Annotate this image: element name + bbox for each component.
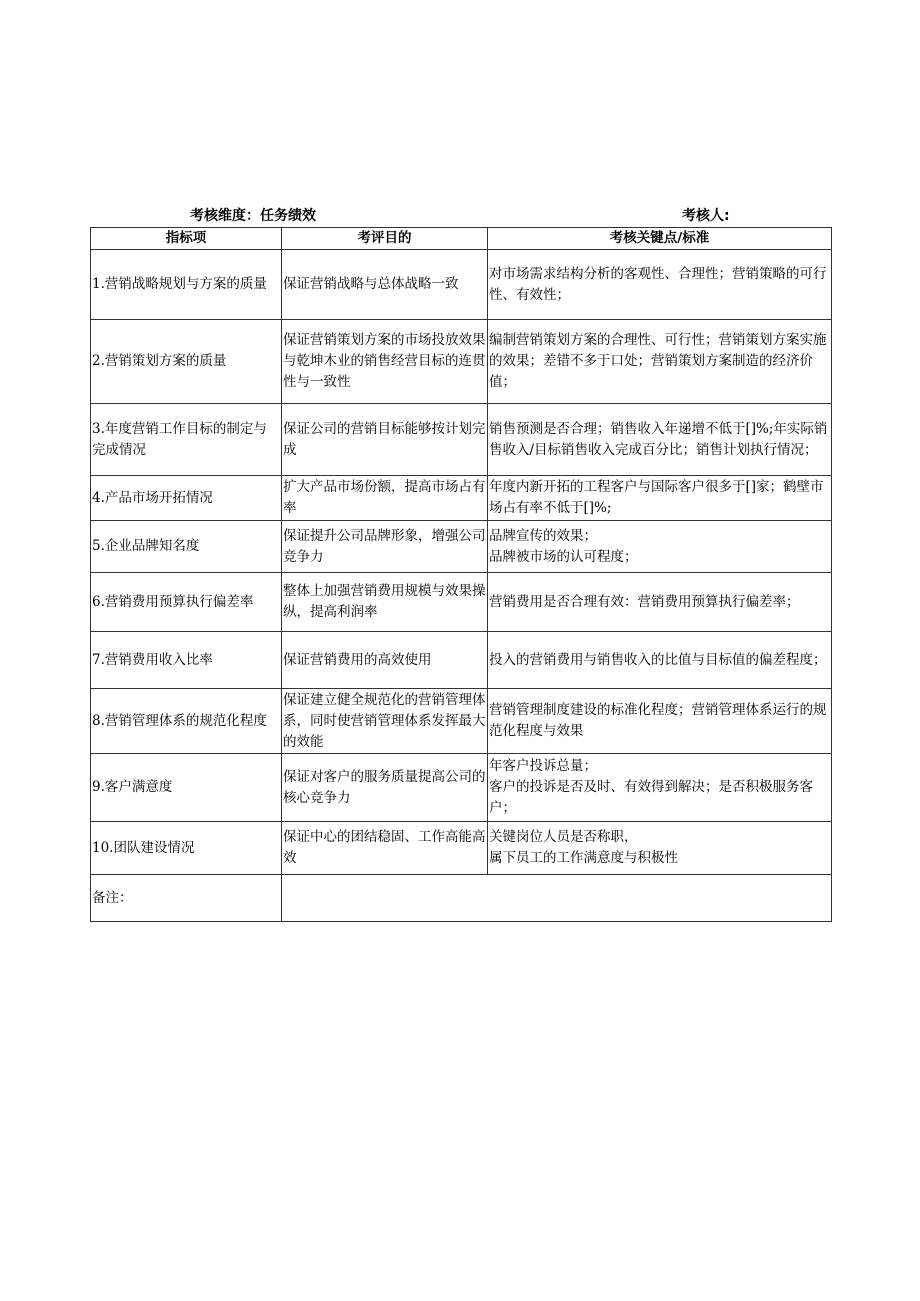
table-row [91,822,832,875]
purpose-cell: 保证提升公司品牌形象，增强公司竞争力 [282,521,488,573]
standard-cell [488,822,832,875]
standard-line: 营销费用是否合理有效：营销费用预算执行偏差率； [489,593,800,610]
standard-cell [488,521,832,573]
column-header-indicator: 指标项 [91,228,282,250]
assessor-label: 考核人: [682,208,730,224]
standard-cell [488,689,832,754]
table-row [91,320,832,404]
standard-line: 品牌宣传的效果； [489,527,597,544]
standard-cell [488,573,832,632]
indicator-cell: 5.企业品牌知名度 [91,521,282,573]
remarks-label: 备注： [91,875,282,922]
standard-line: 关键岗位人员是否称职， [489,829,638,845]
standard-line: 编制营销策划方案的合理性、可行性；营销策划方案实施的效果；差错不多于口处；营销策划方案制造的经济价值； [489,332,827,390]
indicator-cell: 3.年度营销工作目标的制定与完成情况 [91,404,282,476]
purpose-cell: 保证营销策划方案的市场投放效果与乾坤木业的销售经营目标的连贯性与一致性 [282,320,488,404]
column-header-purpose: 考评目的 [282,228,488,250]
standard-line: 销售预测是否合理；销售收入年递增不低于[]%;年实际销售收入/目标销售收入完成百分比；销售计划执行情况； [489,420,828,458]
purpose-cell: 保证建立健全规范化的营销管理体系，同时使营销管理体系发挥最大的效能 [282,689,488,754]
indicator-cell: 4.产品市场开拓情况 [91,476,282,521]
standard-line: 投入的营销费用与销售收入的比值与目标值的偏差程度； [489,651,827,668]
column-header-standard: 考核关键点/标准 [488,228,832,250]
purpose-cell: 保证对客户的服务质量提高公司的核心竞争力 [282,754,488,822]
standard-line: 年客户投诉总量； [489,758,597,774]
table-row [91,250,832,320]
table-head-row [91,228,832,250]
indicator-cell: 1.营销战略规划与方案的质量 [91,250,282,320]
table-row [91,754,832,822]
indicator-cell: 9.客户满意度 [91,754,282,822]
indicator-cell: 6.营销费用预算执行偏差率 [91,573,282,632]
standard-line: 营销管理制度建设的标准化程度；营销管理体系运行的规范化程度与效果 [489,702,827,739]
indicator-cell: 7.营销费用收入比率 [91,632,282,689]
assessment-table [90,227,832,922]
indicator-cell: 2.营销策划方案的质量 [91,320,282,404]
remarks-field[interactable] [282,875,832,922]
remarks-row [91,875,832,922]
assessment-dimension: 考核维度：任务绩效 [190,208,316,224]
purpose-cell: 保证营销费用的高效使用 [282,632,488,689]
standard-cell [488,632,832,689]
table-row [91,521,832,573]
standard-cell [488,250,832,320]
table-row [91,573,832,632]
purpose-cell: 保证公司的营销目标能够按计划完成 [282,404,488,476]
table-row [91,632,832,689]
standard-line: 对市场需求结构分析的客观性、合理性；营销策略的可行性、有效性； [489,265,827,303]
standard-cell [488,754,832,822]
table-row [91,689,832,754]
purpose-cell: 保证营销战略与总体战略一致 [282,250,488,320]
standard-cell [488,476,832,521]
table-row [91,476,832,521]
purpose-cell: 整体上加强营销费用规模与效果操纵，提高利润率 [282,573,488,632]
standard-line: 年度内新开拓的工程客户与国际客户很多于[]家；鹤壁市场占有率不低于[]%; [489,479,824,516]
table-row [91,404,832,476]
standard-cell [488,404,832,476]
standard-cell [488,320,832,404]
standard-line: 属下员工的工作满意度与积极性 [489,850,678,866]
standard-line: 品牌被市场的认可程度； [489,548,638,565]
indicator-cell: 10.团队建设情况 [91,822,282,875]
purpose-cell: 保证中心的团结稳固、工作高能高效 [282,822,488,875]
table-header [90,205,830,225]
purpose-cell: 扩大产品市场份额，提高市场占有率 [282,476,488,521]
standard-line: 客户的投诉是否及时、有效得到解决；是否积极服务客户； [489,779,813,816]
indicator-cell: 8.营销管理体系的规范化程度 [91,689,282,754]
